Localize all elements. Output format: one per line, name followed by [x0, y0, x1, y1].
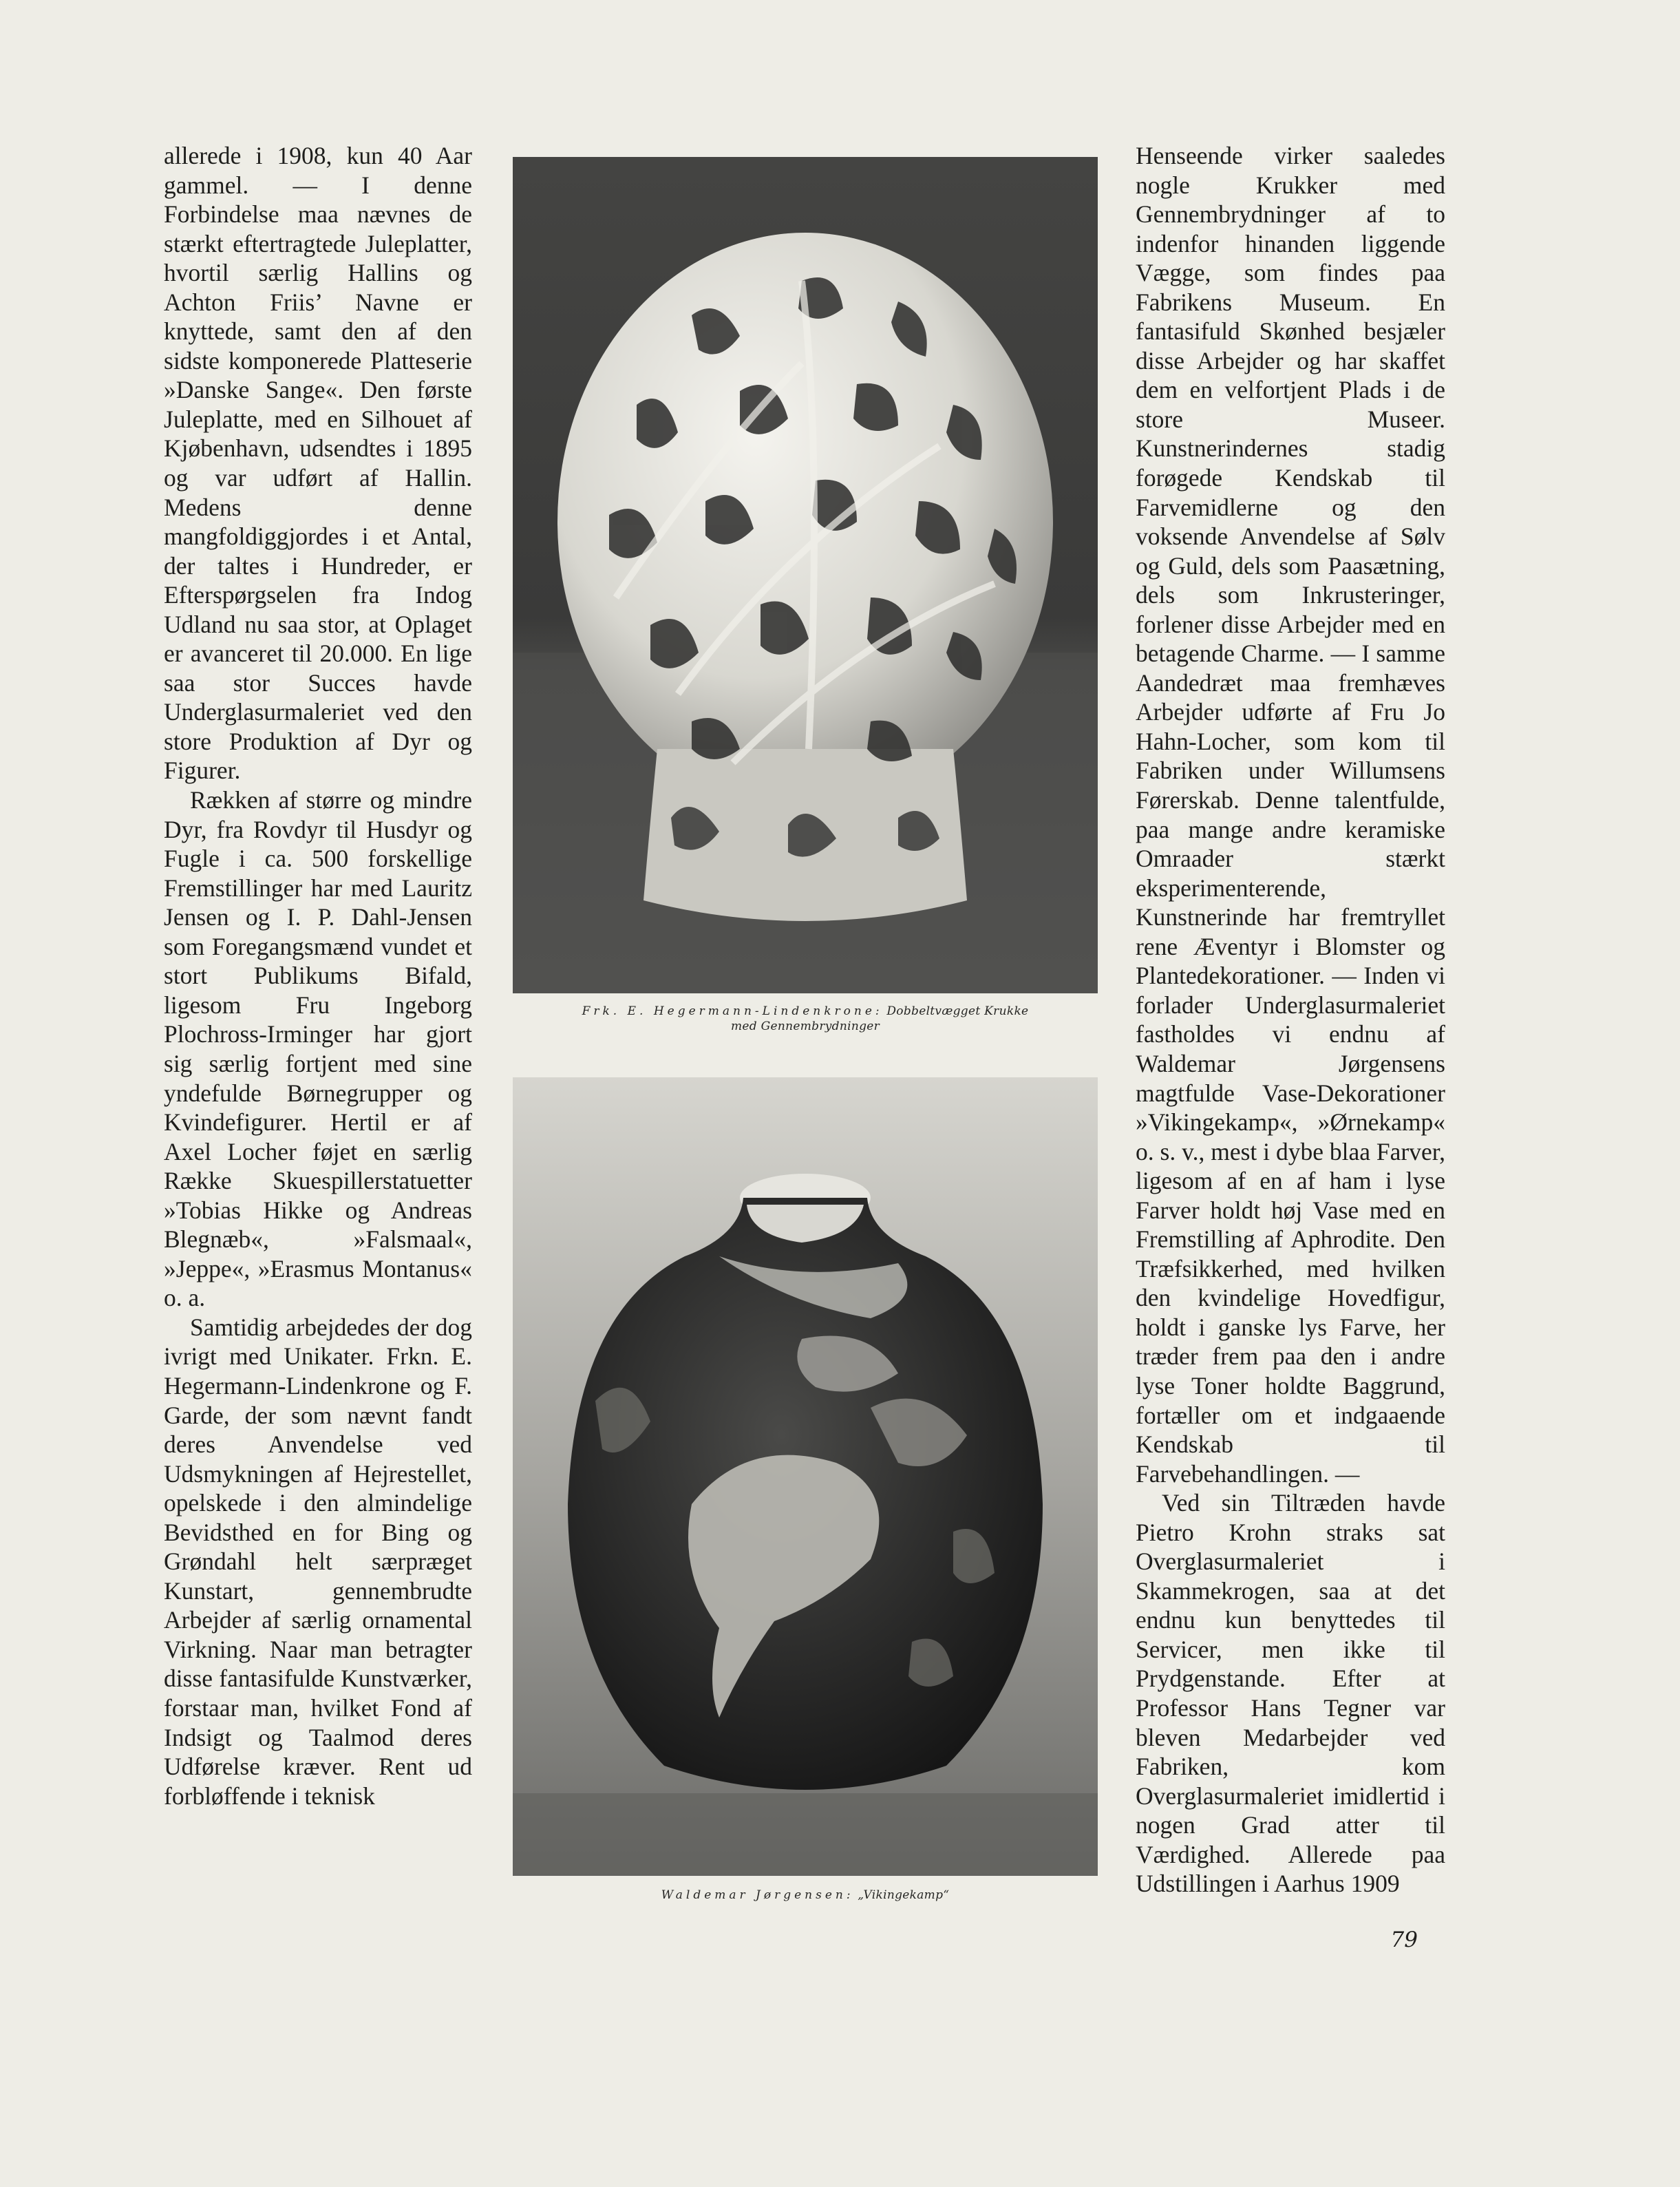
page-number: 79	[1390, 1927, 1418, 1952]
caption-title: „Vikingekamp“	[858, 1888, 950, 1902]
caption-title: Dobbeltvægget Krukke	[886, 1004, 1029, 1018]
photo-viking-vase	[513, 1077, 1098, 1876]
caption-viking-vase	[513, 1888, 1098, 1903]
caption-pierced-jar	[513, 1004, 1098, 1034]
left-text-column	[164, 141, 472, 1810]
viking-vase-illustration	[513, 1077, 1098, 1876]
paragraph: Henseende virker saaledes nogle Krukker med Gennembrydninger af to indenfor hinanden liggende Vægge, som findes paa Fabrikens Museum. En fantasifuld Skønhed besjæler disse Arbejder og har skaffet dem en velfortjent Plads i de store Museer. Kunstnerindernes stadig forøgede Kendskab til Farvemidlerne og den voksende Anvendelse af Sølv og Guld, dels som Paasætning, dels som Inkrusteringer, forlener disse Arbejder med en betagende Charme. — I samme Aandedræt maa fremhæves Arbejder udførte af Fru Jo Hahn-Locher, som kom til Fabriken under Willumsens Førerskab. Denne talentfulde, paa mange andre keramiske Omraader stærkt eksperimenterende, Kunstnerinde har fremtryllet rene Æventyr i Blomster og Plantedekorationer. — Inden vi forlader Underglasurmaleriet fastholdes vi endnu af Waldemar Jørgensens magtfulde Vase-Dekorationer »Vikingekamp«, »Ørnekamp« o. s. v., mest i dybe blaa Farver, ligesom af en af ham i lyse Farver holdt høj Vase med en Fremstilling af Aphrodite. Den Træfsikkerhed, med hvilken den kvindelige Hovedfigur, holdt i ganske lys Farve, her træder frem paa den i andre lyse Toner holdte Baggrund, fortæller om et indgaaende Kendskab til Farvebehandlingen. —	[1136, 142, 1445, 1488]
caption-line	[513, 1004, 1098, 1019]
paragraph: allerede i 1908, kun 40 Aar gammel. — I denne Forbindelse maa nævnes de stærkt eftertragtede Juleplatter, hvortil særlig Hallins og Achton Friis’ Navne er knyttede, samt den af den sidste komponerede Platteserie »Danske Sange«. Den første Juleplatte, med en Silhouet af Kjøbenhavn, udsendtes i 1895 og var udført af Hallin. Medens denne mangfoldiggjordes i et Antal, der taltes i Hundreder, er Efterspørgselen fra Indog Udland nu saa stor, at Oplaget er avanceret til 20.000. En lige saa stor Succes havde Underglasurmaleriet ved den store Produktion af Dyr og Figurer.	[164, 142, 472, 785]
paragraph: Rækken af større og mindre Dyr, fra Rovdyr til Husdyr og Fugle i ca. 500 forskellige Fremstillinger har med Lauritz Jensen og I. P. Dahl-Jensen som Foregangsmænd vundet et stort Publikums Bifald, ligesom Fru Ingeborg Plochross-Irminger har gjort sig særlig fortjent med sine yndefulde Børnegrupper og Kvindefigurer. Hertil er af Axel Locher føjet en særlig Række Skuespillerstatuetter »Tobias Hikke og Andreas Blegnæb«, »Falsmaal«, »Jeppe«, »Erasmus Montanus« o. a.	[164, 786, 472, 1312]
pierced-jar-illustration	[513, 157, 1098, 993]
caption-artist: Frk. E. Hegermann-Lindenkrone:	[582, 1004, 883, 1018]
paragraph: Samtidig arbejdedes der dog ivrigt med Unikater. Frkn. E. Hegermann-Lindenkrone og F. Garde, der som nævnt fandt deres Anvendelse ved Udsmykningen af Hejrestellet, opelskede i den almindelige Bevidsthed en for Bing og Grøndahl helt særpræget Kunstart, gennembrudte Arbejder af særlig ornamental Virkning. Naar man betragter disse fantasifulde Kunstværker, forstaar man, hvilket Fond af Indsigt og Taalmod deres Udførelse kræver. Rent ud forbløffende i teknisk	[164, 1313, 472, 1810]
caption-title-continued: med Gennembrydninger	[730, 1019, 880, 1033]
photo-pierced-jar	[513, 157, 1098, 993]
caption-artist: Waldemar Jørgensen:	[661, 1888, 854, 1902]
right-text-column	[1136, 141, 1445, 1899]
paragraph: Ved sin Tiltræden havde Pietro Krohn straks sat Overglasurmaleriet i Skammekrogen, saa at det endnu kun benyttedes til Servicer, men ikke til Prydgenstande. Efter at Professor Hans Tegner var bleven Medarbejder ved Fabriken, kom Overglasurmaleriet imidlertid i nogen Grad atter til Værdighed. Allerede paa Udstillingen i Aarhus 1909	[1136, 1489, 1445, 1898]
